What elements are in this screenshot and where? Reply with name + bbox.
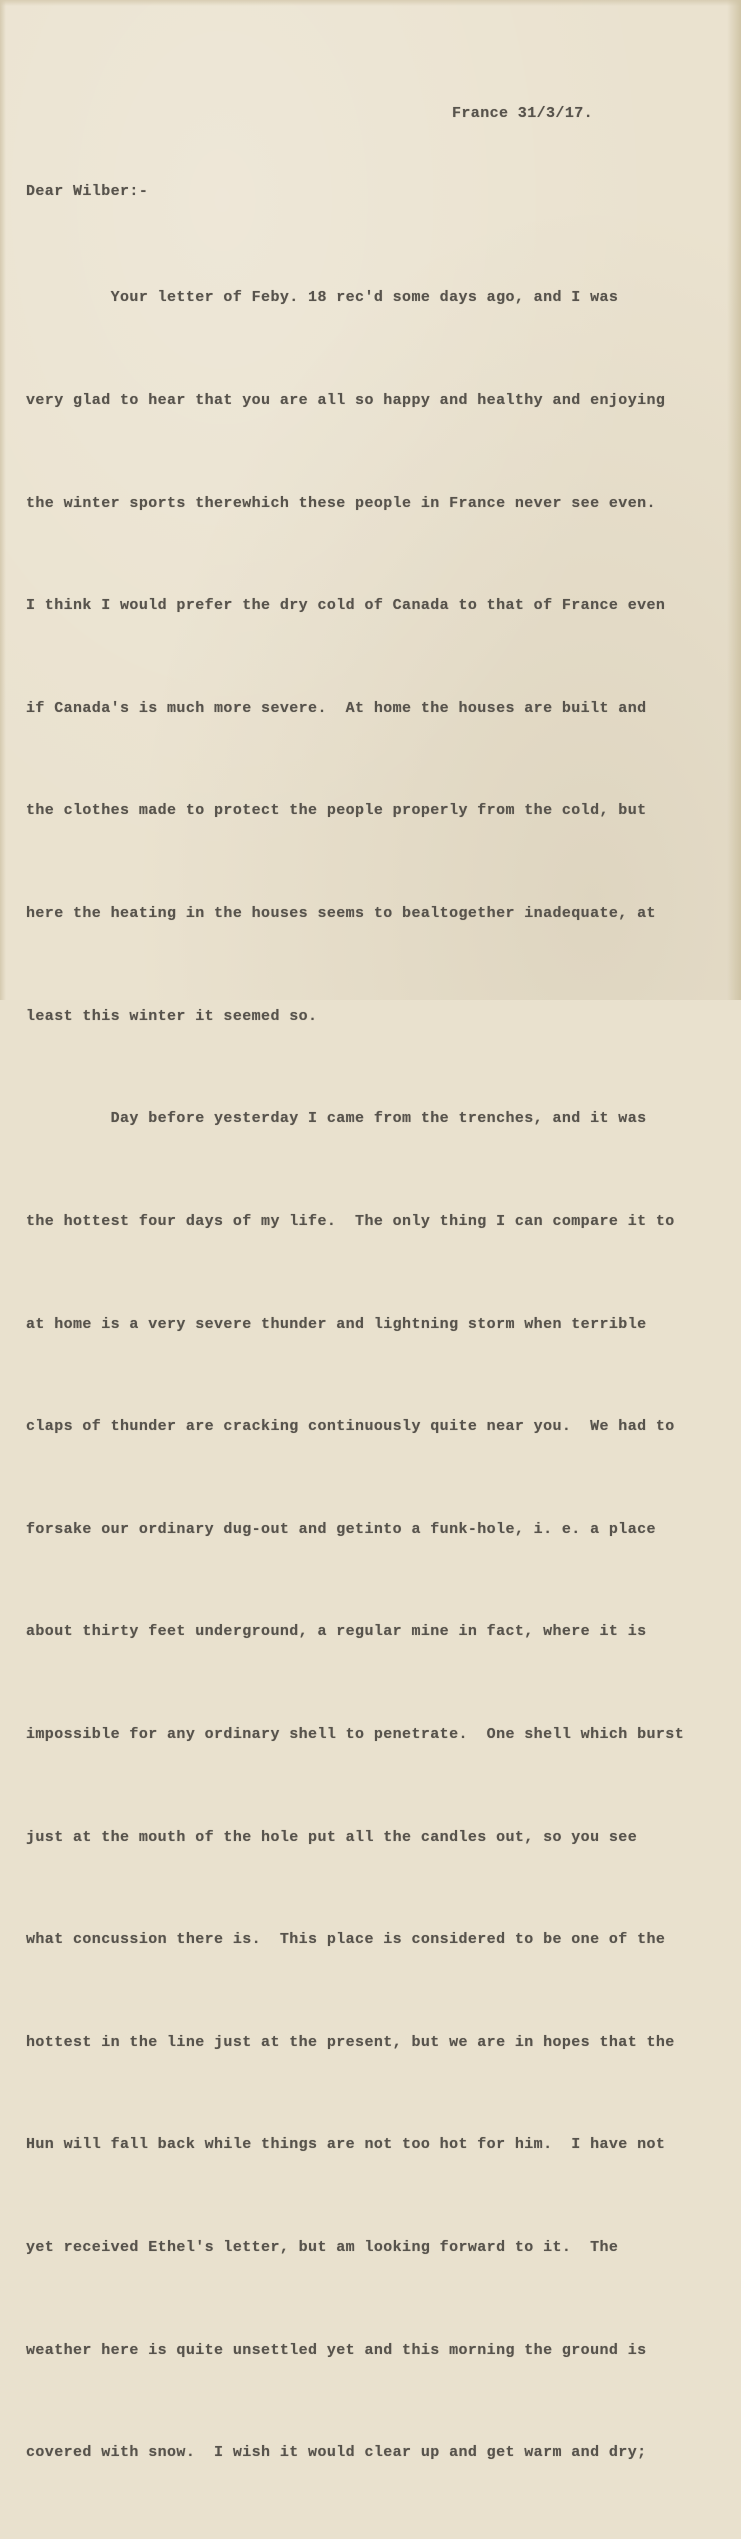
body-line: about thirty feet underground, a regular mine in fact, where it is <box>26 1623 647 1641</box>
body-line: Hun will fall back while things are not too hot for him. I have not <box>26 2136 666 2154</box>
paper-edge-right <box>727 0 741 1000</box>
body-line: covered with snow. I wish it would clear up and get warm and dry; <box>26 2444 647 2462</box>
letter-salutation: Dear Wilber:- <box>26 183 149 200</box>
body-line: Day before yesterday I came from the trenches, and it was <box>26 1110 647 1128</box>
letter-body <box>26 213 684 2539</box>
body-line: least this winter it seemed so. <box>26 1007 318 1025</box>
paper-edge-left <box>0 0 6 1000</box>
body-line: just at the mouth of the hole put all the candles out, so you see <box>26 1828 638 1846</box>
body-line: forsake our ordinary dug-out and getinto a funk-hole, i. e. a place <box>26 1520 656 1538</box>
body-line: here the heating in the houses seems to bealtogether inadequate, at <box>26 905 656 923</box>
paper-edge-top <box>0 0 741 6</box>
body-line: what concussion there is. This place is considered to be one of the <box>26 1931 666 1949</box>
body-line: I think I would prefer the dry cold of Canada to that of France even <box>26 597 666 615</box>
body-line: hottest in the line just at the present, but we are in hopes that the <box>26 2033 675 2051</box>
body-line: yet received Ethel's letter, but am looking forward to it. The <box>26 2238 619 2256</box>
body-line: at home is a very severe thunder and lightning storm when terrible <box>26 1315 647 1333</box>
body-line: weather here is quite unsettled yet and this morning the ground is <box>26 2341 647 2359</box>
body-line: claps of thunder are cracking continuously quite near you. We had to <box>26 1418 675 1436</box>
body-line: the winter sports therewhich these people in France never see even. <box>26 494 656 512</box>
letter-date: France 31/3/17. <box>452 105 594 122</box>
body-line: very glad to hear that you are all so happy and healthy and enjoying <box>26 392 666 410</box>
body-line: the clothes made to protect the people properly from the cold, but <box>26 802 647 820</box>
body-line: Your letter of Feby. 18 rec'd some days ago, and I was <box>26 289 619 307</box>
body-line: impossible for any ordinary shell to penetrate. One shell which burst <box>26 1725 685 1743</box>
body-line: the hottest four days of my life. The only thing I can compare it to <box>26 1212 675 1230</box>
body-line: if Canada's is much more severe. At home the houses are built and <box>26 699 647 717</box>
